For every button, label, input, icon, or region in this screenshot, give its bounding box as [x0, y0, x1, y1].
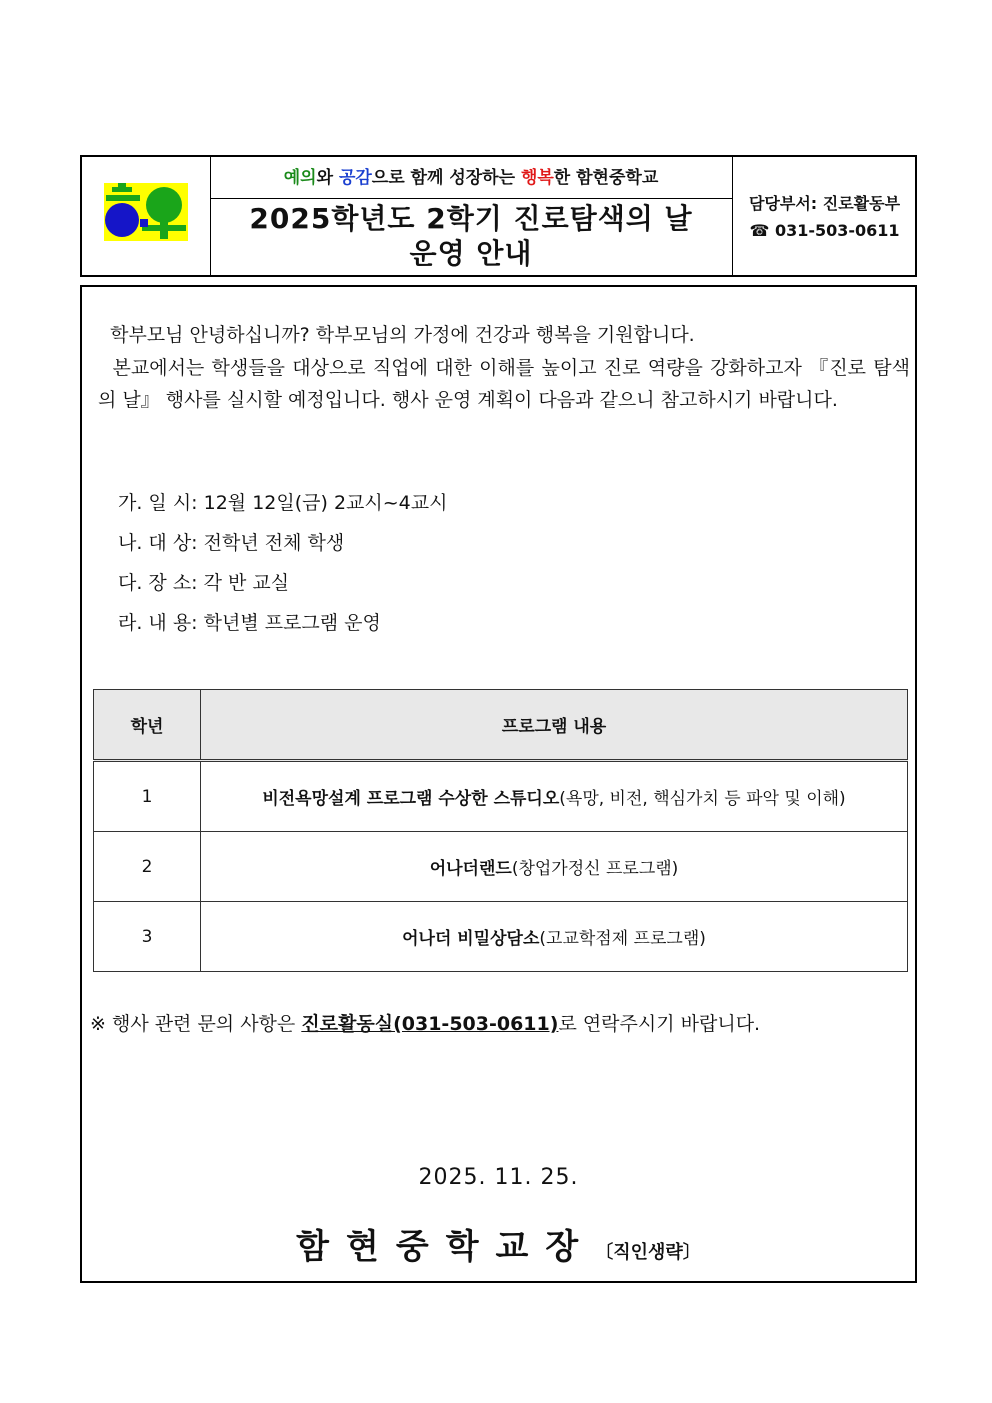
intro-paragraph-2: 본교에서는 학생들을 대상으로 직업에 대한 이해를 높이고 진로 역량을 강화하고자 『진로 탐색의 날』 행사를 실시할 예정입니다. 행사 운영 계획이 다음과 같으니 참고하시기 바랍니다. — [98, 356, 910, 411]
phone-icon: ☎ — [749, 221, 770, 240]
issue-date: 2025. 11. 25. — [418, 1165, 579, 1190]
document-body — [80, 285, 917, 1283]
document-title — [210, 201, 732, 271]
detail-target: 나. 대 상: 전학년 전체 학생 — [118, 532, 345, 554]
school-logo — [104, 183, 188, 241]
program-cell: 어나더 비밀상담소(고교학점제 프로그램) — [201, 902, 908, 972]
intro-text — [98, 319, 910, 417]
table-header-row — [94, 690, 908, 761]
header-grade: 학년 — [94, 690, 201, 761]
event-details — [118, 483, 447, 643]
seal-omitted: 〔직인생략〕 — [595, 1242, 701, 1263]
contact-highlight: 진로활동실(031-503-0611) — [301, 1013, 559, 1035]
detail-content: 라. 내 용: 학년별 프로그램 운영 — [118, 612, 381, 634]
table-row — [94, 761, 908, 832]
contact-note: ※ 행사 관련 문의 사항은 진로활동실(031-503-0611)로 연락주시기 바랍니다. — [90, 1013, 761, 1035]
program-cell: 어나더랜드(창업가정신 프로그램) — [201, 832, 908, 902]
grade-cell: 1 — [94, 761, 201, 832]
grade-cell: 2 — [94, 832, 201, 902]
title-cell — [210, 157, 733, 275]
title-line-1: 2025학년도 2학기 진로탐색의 날 — [249, 202, 693, 235]
school-slogan: 예의와 공감으로 함께 성장하는 행복한 함현중학교 — [210, 157, 732, 199]
department-label: 담당부서: 진로활동부 — [748, 194, 901, 213]
detail-place: 다. 장 소: 각 반 교실 — [118, 572, 290, 594]
department-phone: ☎ 031-503-0611 — [749, 221, 900, 240]
logo-cell — [82, 157, 211, 275]
header-program: 프로그램 내용 — [201, 690, 908, 761]
grade-cell: 3 — [94, 902, 201, 972]
intro-paragraph-1: 학부모님 안녕하십니까? 학부모님의 가정에 건강과 행복을 기원합니다. — [110, 324, 695, 346]
detail-date: 가. 일 시: 12월 12일(금) 2교시~4교시 — [118, 492, 448, 514]
table-row — [94, 902, 908, 972]
program-cell: 비전욕망설계 프로그램 수상한 스튜디오(욕망, 비전, 핵심가치 등 파악 및 이해) — [201, 761, 908, 832]
principal-name: 함현중학교장 — [296, 1227, 596, 1267]
document-header — [80, 155, 917, 277]
program-table — [93, 689, 908, 972]
department-cell — [734, 157, 915, 275]
table-row — [94, 832, 908, 902]
signature-block — [82, 1219, 915, 1268]
title-line-2: 운영 안내 — [409, 237, 533, 270]
